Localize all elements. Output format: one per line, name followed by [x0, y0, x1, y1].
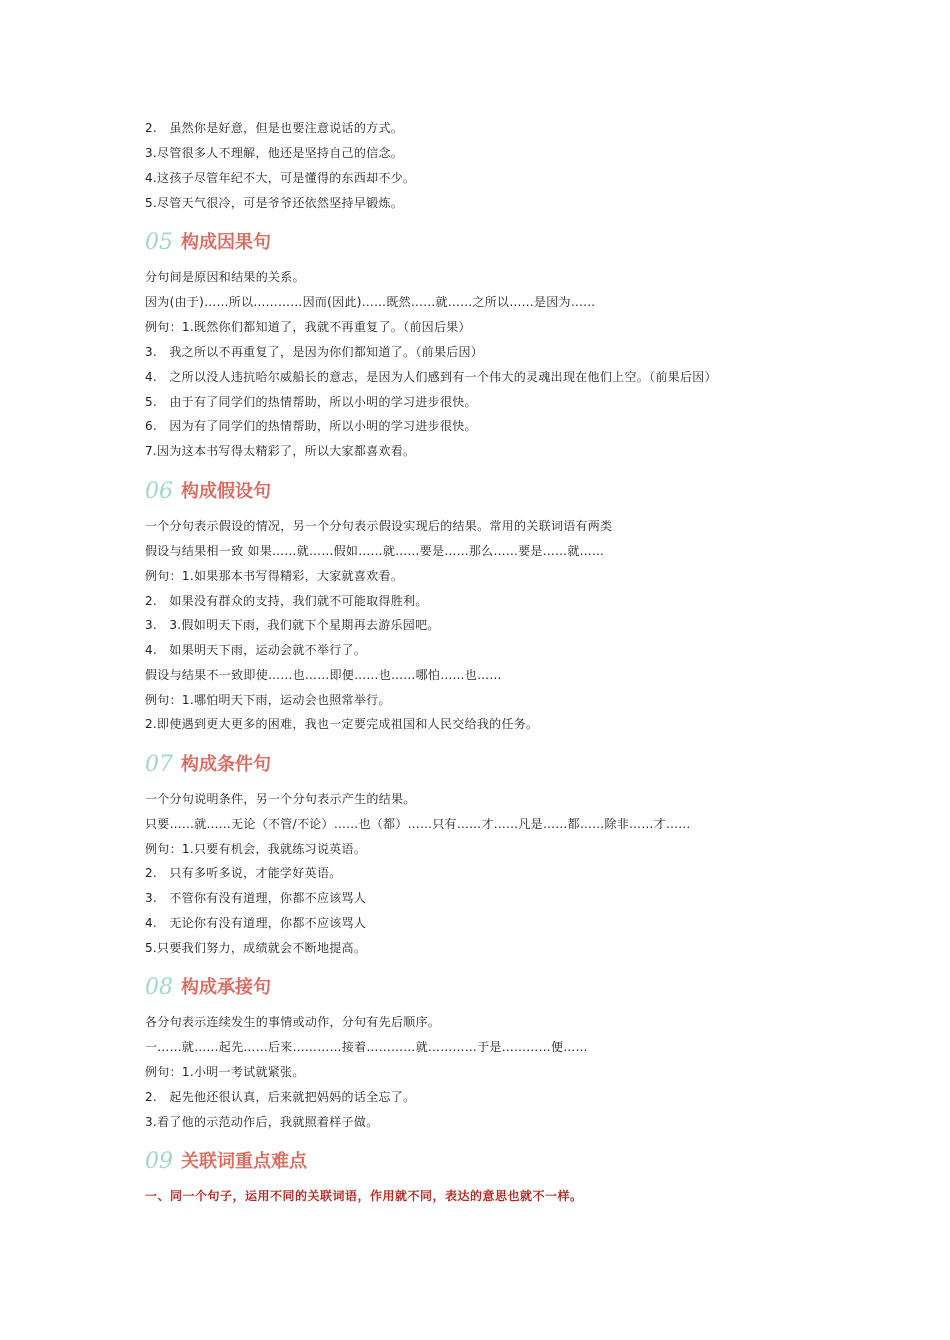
body-line: 假设与结果相一致 如果……就……假如……就……要是……那么……要是……就……: [145, 544, 605, 558]
body-line: 3. 3.假如明天下雨，我们就下个星期再去游乐园吧。: [145, 618, 440, 632]
body-line: 假设与结果不一致即使……也……即便……也……哪怕……也……: [145, 668, 502, 682]
body-line: 一个分句说明条件，另一个分句表示产生的结果。: [145, 792, 416, 806]
body-line: 一个分句表示假设的情况，另一个分句表示假设实现后的结果。常用的关联词语有两类: [145, 519, 613, 533]
section-number: 09: [145, 1149, 173, 1174]
body-line: 2. 起先他还很认真，后来就把妈妈的话全忘了。: [145, 1090, 416, 1104]
body-line: 只要……就……无论（不管/不论）……也（都）……只有……才……凡是……都……除非……才……: [145, 817, 691, 831]
intro-line: 5.尽管天气很冷，可是爷爷还依然坚持早锻炼。: [145, 196, 404, 210]
body-line: 各分句表示连续发生的事情或动作，分句有先后顺序。: [145, 1015, 441, 1029]
intro-line: 2. 虽然你是好意，但是也要注意说话的方式。: [145, 121, 404, 135]
body-line: 4. 之所以没人违抗哈尔威船长的意志，是因为人们感到有一个伟大的灵魂出现在他们上空。（前果后因）: [145, 370, 717, 384]
section-title: 构成条件句: [181, 754, 271, 775]
section-heading: [145, 228, 271, 258]
section-number: 07: [145, 752, 173, 777]
section-heading: [145, 477, 271, 507]
body-line: 分句间是原因和结果的关系。: [145, 270, 305, 284]
section-title: 构成承接句: [181, 977, 271, 998]
body-line: 例句：1.哪怕明天下雨，运动会也照常举行。: [145, 693, 391, 707]
body-line: 4. 如果明天下雨，运动会就不举行了。: [145, 643, 367, 657]
body-line: 5. 由于有了同学们的热情帮助，所以小明的学习进步很快。: [145, 395, 477, 409]
body-line: 3. 不管你有没有道理，你都不应该骂人: [145, 891, 367, 905]
section-title: 构成假设句: [181, 481, 271, 502]
body-line: 一……就……起先……后来…………接着…………就…………于是…………便……: [145, 1040, 588, 1054]
body-line: 2. 只有多听多说，才能学好英语。: [145, 866, 342, 880]
section-number: 05: [145, 230, 173, 255]
section-number: 08: [145, 975, 173, 1000]
body-line: 因为(由于)……所以…………因而(因此)……既然……就……之所以……是因为……: [145, 295, 596, 309]
section-number: 06: [145, 479, 173, 504]
body-line: 例句：1.既然你们都知道了，我就不再重复了。（前因后果）: [145, 320, 471, 334]
key-point-line: 一、同一个句子，运用不同的关联词语，作用就不同，表达的意思也就不一样。: [145, 1189, 583, 1203]
body-line: 2. 如果没有群众的支持，我们就不可能取得胜利。: [145, 594, 428, 608]
body-line: 4. 无论你有没有道理，你都不应该骂人: [145, 916, 367, 930]
section-heading: [145, 973, 271, 1003]
body-line: 例句：1.小明一考试就紧张。: [145, 1065, 305, 1079]
section-heading: [145, 750, 271, 780]
intro-line: 3.尽管很多人不理解，他还是坚持自己的信念。: [145, 146, 404, 160]
body-line: 3.看了他的示范动作后，我就照着样子做。: [145, 1115, 379, 1129]
body-line: 6. 因为有了同学们的热情帮助，所以小明的学习进步很快。: [145, 419, 477, 433]
body-line: 5.只要我们努力，成绩就会不断地提高。: [145, 941, 367, 955]
body-line: 7.因为这本书写得太精彩了，所以大家都喜欢看。: [145, 444, 416, 458]
body-line: 例句：1.只要有机会，我就练习说英语。: [145, 842, 367, 856]
section-heading: [145, 1147, 307, 1177]
section-title: 关联词重点难点: [181, 1151, 307, 1172]
intro-line: 4.这孩子尽管年纪不大，可是懂得的东西却不少。: [145, 171, 416, 185]
body-line: 3. 我之所以不再重复了，是因为你们都知道了。（前果后因）: [145, 345, 484, 359]
body-line: 2.即使遇到更大更多的困难，我也一定要完成祖国和人民交给我的任务。: [145, 717, 539, 731]
section-title: 构成因果句: [181, 232, 271, 253]
body-line: 例句：1.如果那本书写得精彩，大家就喜欢看。: [145, 569, 404, 583]
